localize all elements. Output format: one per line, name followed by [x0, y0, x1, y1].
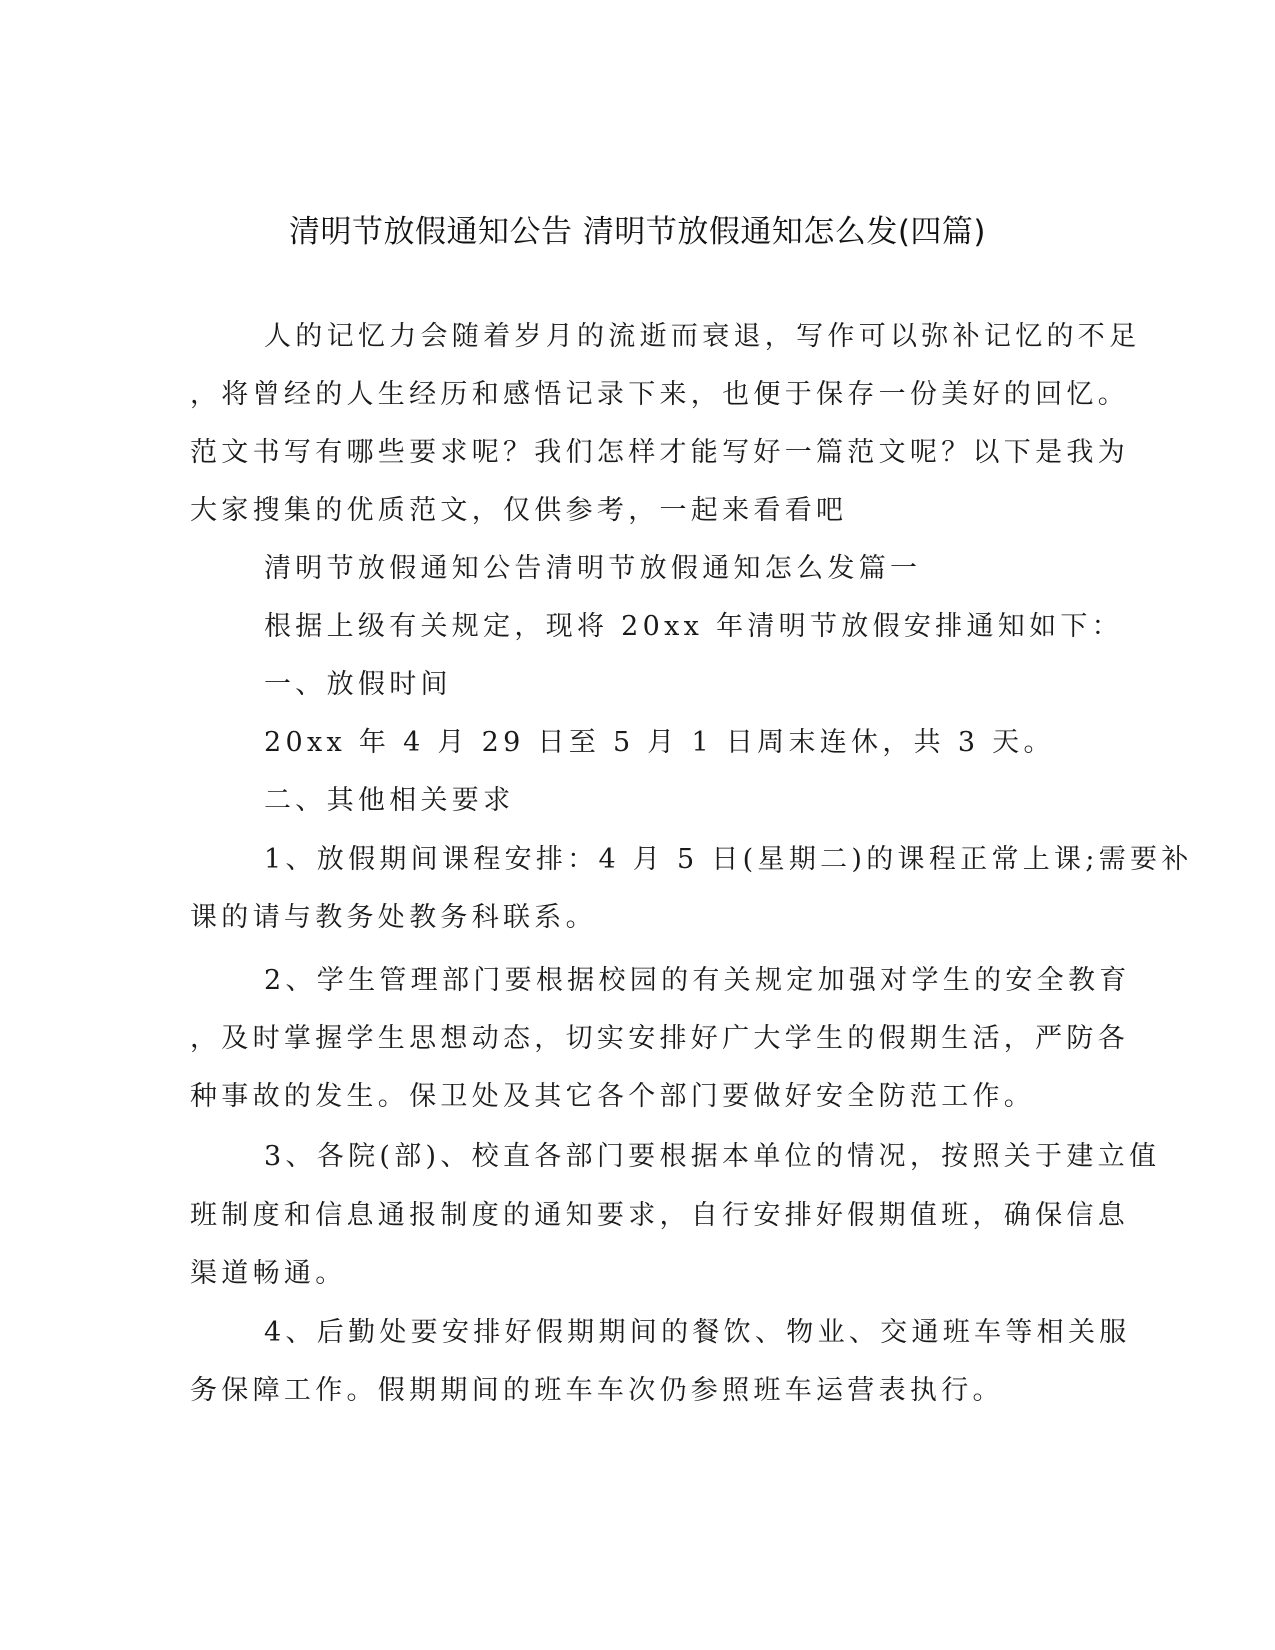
body-line: 班制度和信息通报制度的通知要求，自行安排好假期值班，确保信息	[190, 1200, 1129, 1231]
list-item: 3、各院(部)、校直各部门要根据本单位的情况，按照关于建立值	[264, 1141, 1161, 1172]
body-line: 人的记忆力会随着岁月的流逝而衰退，写作可以弥补记忆的不足	[264, 321, 1141, 352]
document-title: 清明节放假通知公告 清明节放假通知怎么发(四篇)	[288, 214, 987, 250]
list-item: 1、放假期间课程安排：4 月 5 日(星期二)的课程正常上课;需要补	[264, 844, 1193, 875]
body-line: 渠道畅通。	[190, 1258, 347, 1289]
body-line: ，及时掌握学生思想动态，切实安排好广大学生的假期生活，严防各	[190, 1023, 1129, 1054]
body-line: 课的请与教务处教务科联系。	[190, 902, 597, 933]
body-line: 种事故的发生。保卫处及其它各个部门要做好安全防范工作。	[190, 1081, 1036, 1112]
section-heading: 一、放假时间	[264, 669, 452, 700]
section-heading: 二、其他相关要求	[264, 785, 515, 816]
body-line: 范文书写有哪些要求呢？我们怎样才能写好一篇范文呢？以下是我为	[190, 437, 1129, 468]
body-line: 大家搜集的优质范文，仅供参考，一起来看看吧	[190, 495, 848, 526]
section-heading: 清明节放假通知公告清明节放假通知怎么发篇一	[264, 553, 922, 584]
body-line: 务保障工作。假期期间的班车车次仍参照班车运营表执行。	[190, 1375, 1004, 1406]
list-item: 4、后勤处要安排好假期期间的餐饮、物业、交通班车等相关服	[264, 1317, 1131, 1348]
body-line: 20xx 年 4 月 29 日至 5 月 1 日周末连休，共 3 天。	[264, 727, 1055, 758]
body-line: 根据上级有关规定，现将 20xx 年清明节放假安排通知如下：	[264, 611, 1123, 642]
body-line: ，将曾经的人生经历和感悟记录下来，也便于保存一份美好的回忆。	[190, 379, 1129, 410]
list-item: 2、学生管理部门要根据校园的有关规定加强对学生的安全教育	[264, 965, 1131, 996]
